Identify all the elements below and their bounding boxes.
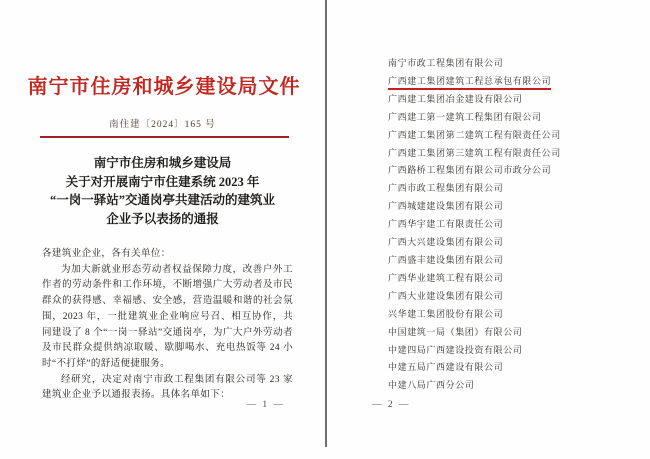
- company-list-item: 广西城建建设集团有限公司: [388, 201, 504, 212]
- company-list-item: 中建八局广西分公司: [388, 380, 475, 391]
- company-list-item: 广西建工集团冶金建设有限公司: [388, 93, 523, 104]
- company-list: [388, 55, 561, 395]
- red-horizontal-rule: [40, 136, 289, 138]
- red-letterhead-title: 南宁市住房和城乡建设局文件: [27, 76, 301, 98]
- page-number-1: — 1 —: [246, 400, 285, 410]
- notice-title-line: 关于对开展南宁市住建系统 2023 年: [65, 174, 260, 189]
- salutation-line: 各建筑业企业，各有关单位：: [42, 249, 171, 259]
- body-paragraph: 为加大新就业形态劳动者权益保障力度，改善户外工作者的劳动条件和工作环境，不断增强广大劳动者及市民群众的获得感、幸福感、安全感，营造温暖和谐的社会氛围，2023 年，一批建筑业企业响应号召、相互协作，共同建设了 8 个“一岗一驿站”交通岗亭，为广大户外劳动者及市民群众提供纳凉取暖、歇脚喝水、充电热饭等 24 小时“不打烊”的舒适便捷服务。: [42, 264, 293, 369]
- company-list-item: 广西建工第一建筑工程集团有限公司: [388, 111, 542, 122]
- company-list-item: 广西路桥工程集团有限公司市政分公司: [388, 165, 552, 176]
- company-list-item: 广西华业建筑工程有限公司: [388, 272, 504, 283]
- document-page-2: [327, 0, 650, 459]
- company-list-item: 广西建工集团第二建筑工程有限责任公司: [388, 129, 561, 140]
- notice-title-line: 企业予以表扬的通报: [106, 211, 219, 226]
- company-list-item: 广西盛丰建设集团有限公司: [388, 254, 504, 265]
- red-underline-annotation: 广西建工集团建筑工程总承包有限公司: [388, 75, 551, 90]
- company-list-item: [388, 73, 561, 91]
- company-list-item: 中建四局广西建设投资有限公司: [388, 344, 523, 355]
- company-list-item: 广西大业建设集团有限公司: [388, 290, 504, 301]
- company-list-item: 中国建筑一局（集团）有限公司: [388, 326, 523, 337]
- company-list-item: 兴华建工集团股份有限公司: [388, 308, 504, 319]
- document-reference-number: 南住建〔2024〕165 号: [109, 120, 216, 130]
- body-paragraph: 经研究，决定对南宁市政工程集团有限公司等 23 家建筑业企业予以通报表扬。具体名单如下：: [42, 374, 293, 401]
- notice-title-line: “一岗一驿站”交通岗亭共建活动的建筑业: [49, 193, 275, 207]
- notice-title: [22, 154, 303, 228]
- notice-title-line: 南宁市住房和城乡建设局: [93, 156, 232, 170]
- company-list-item: 广西大兴建设集团有限公司: [388, 237, 504, 248]
- notice-body: [42, 247, 293, 404]
- company-list-item: 南宁市政工程集团有限公司: [388, 58, 504, 68]
- company-list-item: 中建五局广西建设有限公司: [388, 362, 504, 373]
- company-list-item: 广西华宇建工有限责任公司: [388, 219, 504, 230]
- company-list-item: 广西市政工程集团有限公司: [388, 183, 504, 194]
- page-number-2: — 2 —: [372, 400, 411, 410]
- company-list-item: 广西建工集团第三建筑工程有限责任公司: [388, 147, 561, 158]
